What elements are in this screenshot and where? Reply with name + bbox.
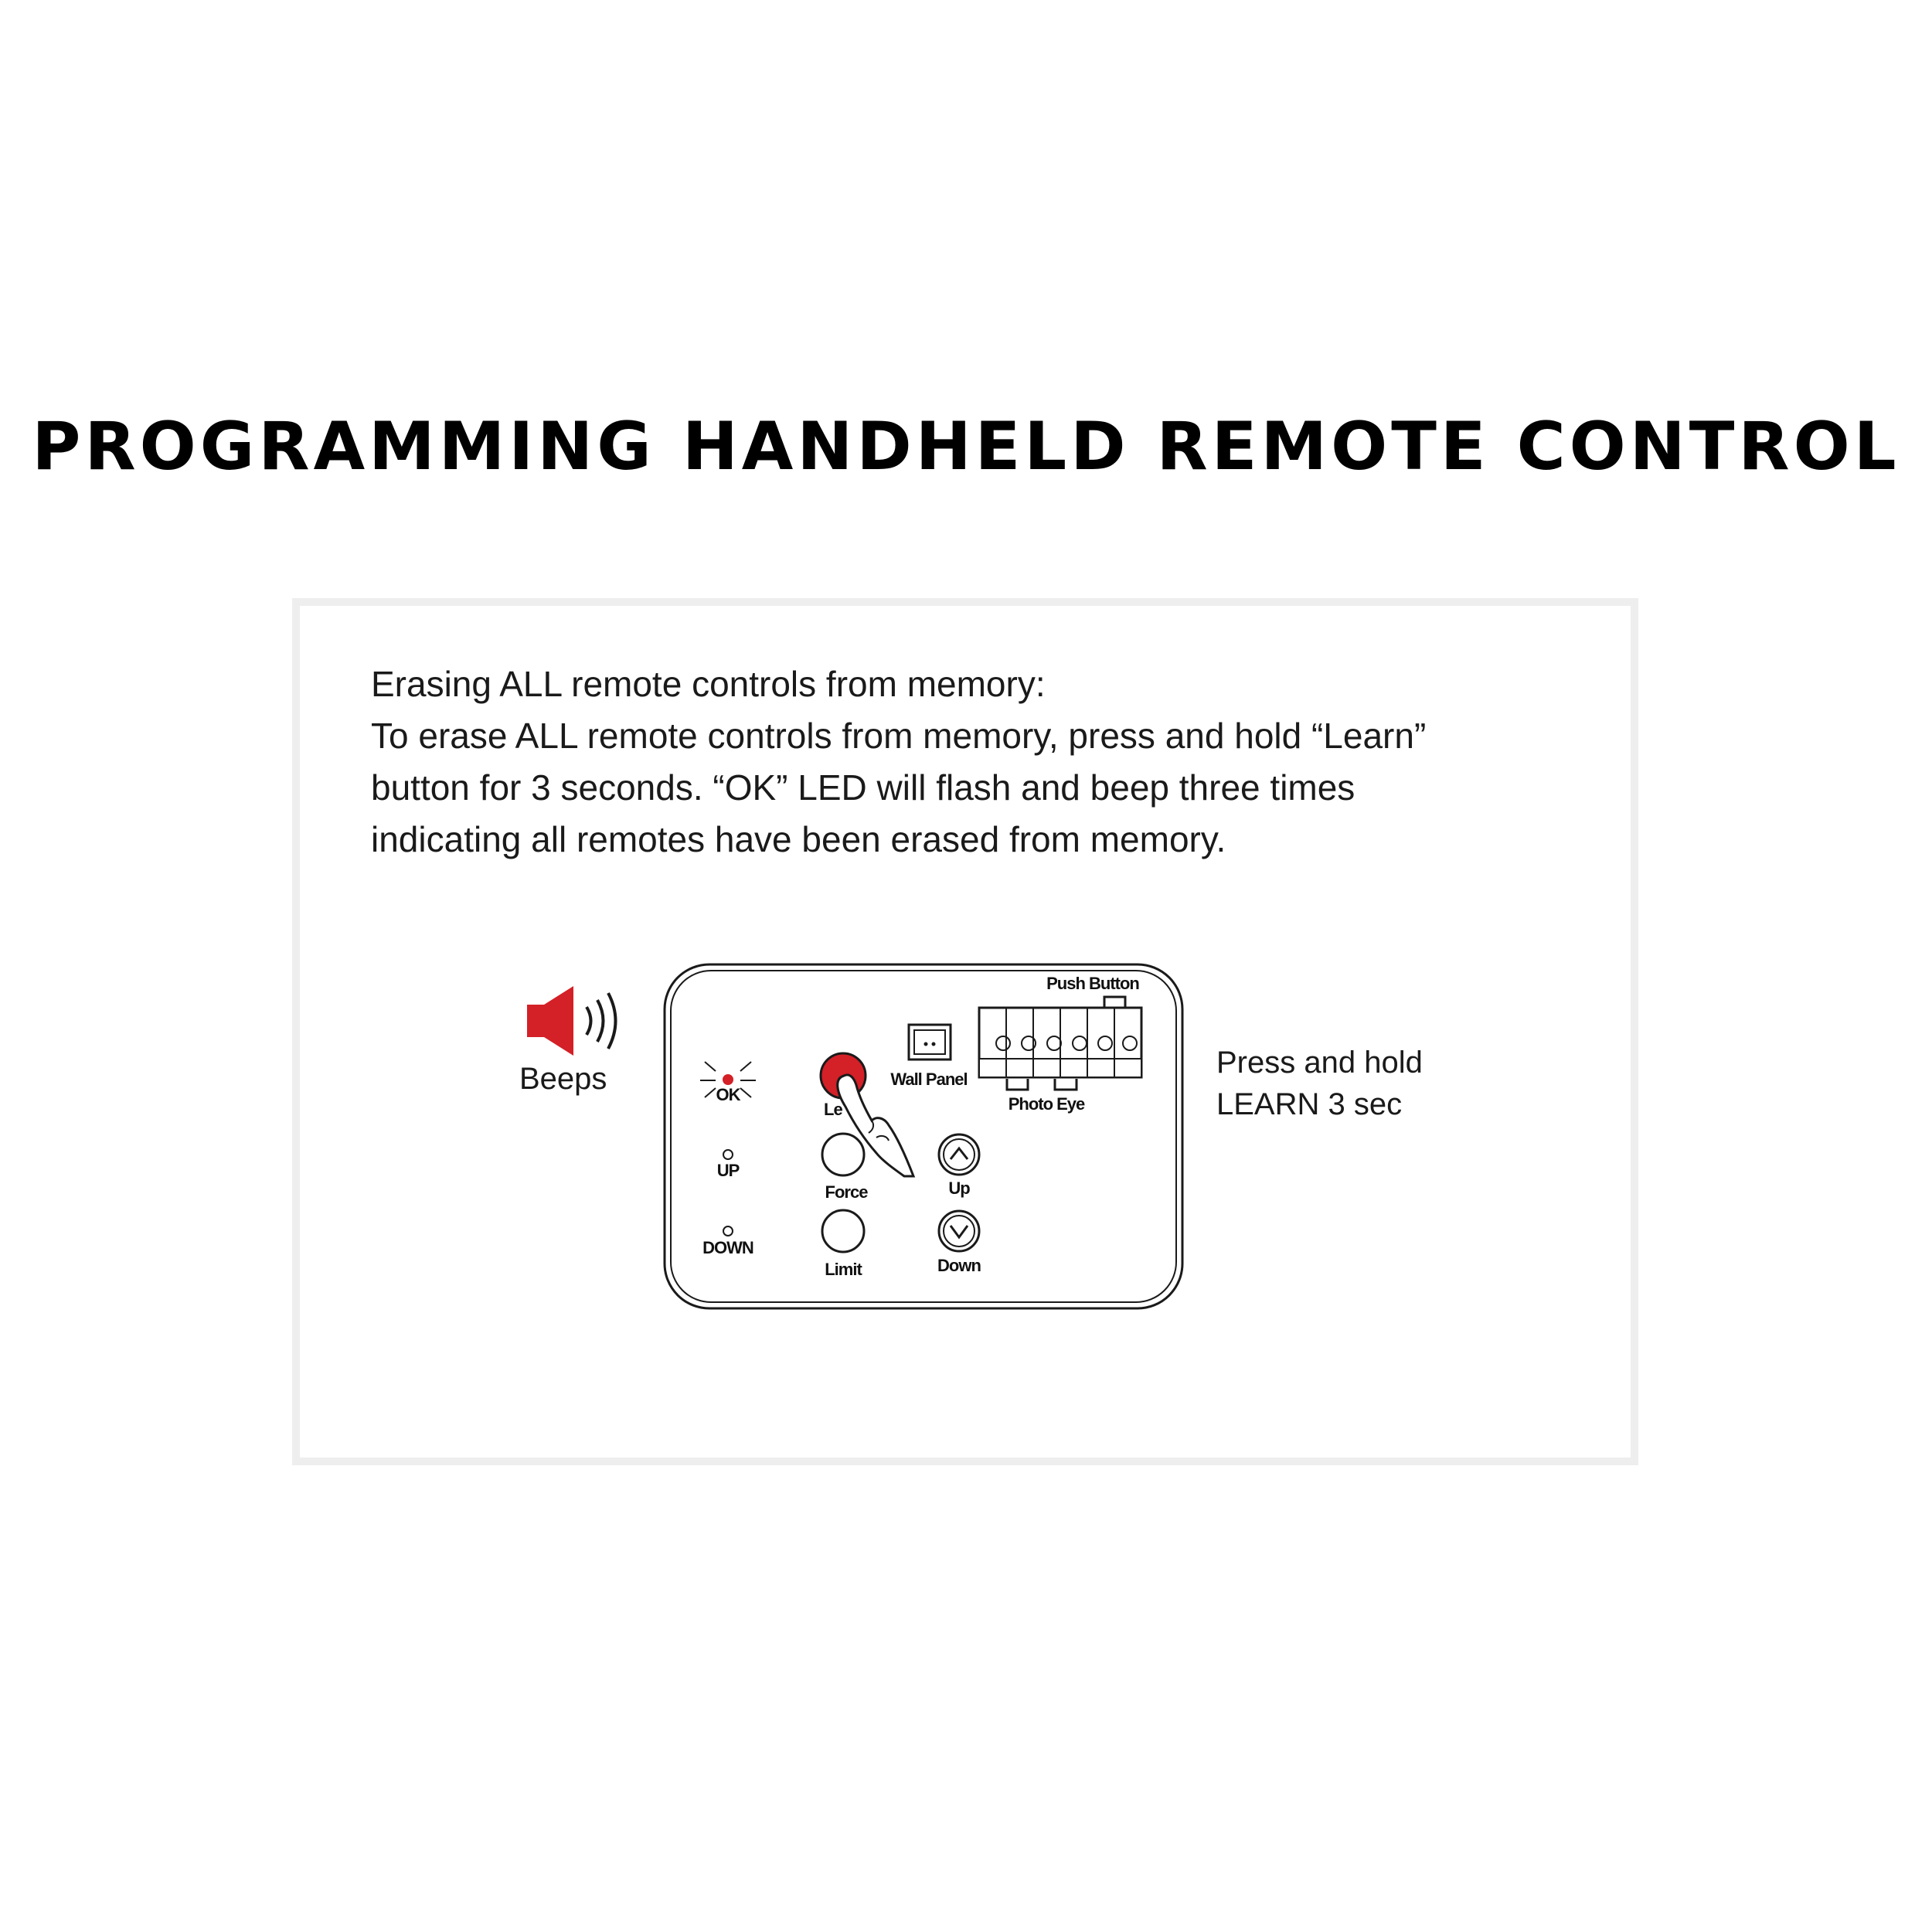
down-led — [723, 1226, 733, 1236]
learn-button-label: Le — [824, 1100, 842, 1119]
speaker-icon — [527, 986, 616, 1056]
photo-eye-label: Photo Eye — [1008, 1094, 1085, 1114]
down-button — [939, 1211, 979, 1251]
up-led-label: UP — [716, 1161, 740, 1180]
wall-panel-connector — [909, 1025, 951, 1060]
ok-led-label: OK — [716, 1085, 740, 1104]
beeps-label: Beeps — [519, 1062, 607, 1096]
down-led-label: DOWN — [702, 1238, 753, 1257]
up-led — [723, 1150, 733, 1159]
down-button-label: Down — [937, 1256, 981, 1275]
press-note-line: LEARN 3 sec — [1216, 1087, 1403, 1121]
page-title: PROGRAMMING HANDHELD REMOTE CONTROL — [32, 408, 1900, 485]
force-button — [822, 1134, 864, 1175]
instructions-line: To erase ALL remote controls from memory, press and hold “Learn” — [371, 716, 1427, 756]
press-and-hold-note — [1216, 1042, 1423, 1125]
photo-eye-bracket — [1007, 1079, 1028, 1090]
instructions-line: button for 3 seconds. “OK” LED will flash and beep three times — [371, 767, 1355, 808]
instructions-line: indicating all remotes have been erased from memory. — [371, 819, 1226, 859]
limit-button — [822, 1210, 864, 1252]
instructions-heading: Erasing ALL remote controls from memory: — [371, 664, 1046, 704]
terminal-block — [979, 1008, 1141, 1077]
up-button-label: Up — [948, 1179, 970, 1198]
push-button-label: Push Button — [1046, 974, 1139, 993]
wall-panel-label: Wall Panel — [890, 1070, 968, 1089]
up-button — [939, 1134, 979, 1175]
press-note-line: Press and hold — [1216, 1046, 1423, 1080]
push-button-bracket — [1104, 997, 1125, 1008]
photo-eye-bracket — [1055, 1079, 1077, 1090]
limit-button-label: Limit — [825, 1260, 862, 1279]
force-button-label: Force — [825, 1182, 868, 1202]
